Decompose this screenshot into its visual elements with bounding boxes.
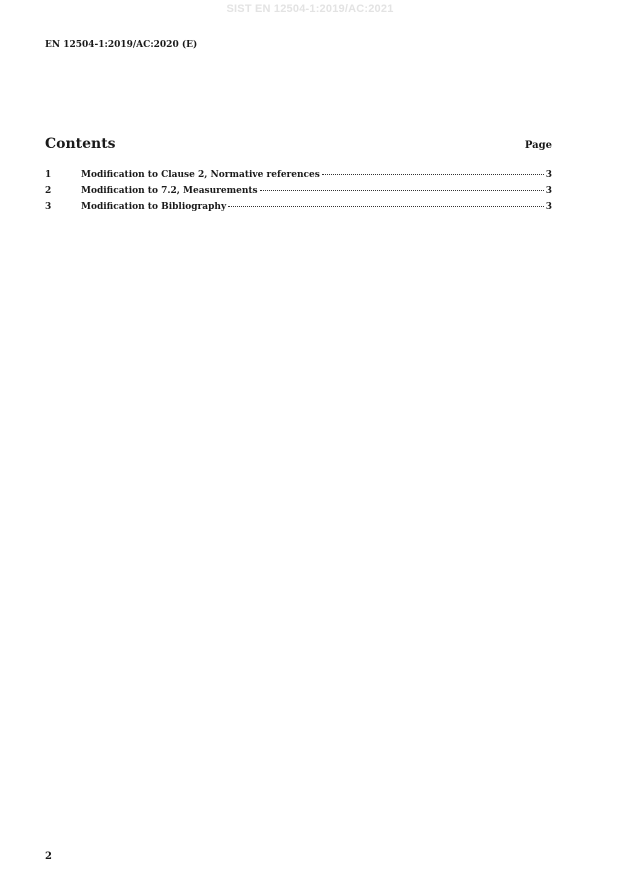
toc-leader-dots — [322, 174, 544, 175]
toc-entry-2[interactable] — [45, 186, 552, 202]
toc-entry-page: 3 — [545, 202, 552, 212]
toc-entry-title[interactable]: Modification to Clause 2, Normative references — [81, 170, 320, 180]
toc-leader-dots — [260, 190, 544, 191]
toc-entry-page: 3 — [545, 170, 552, 180]
toc-leader-dots — [228, 206, 544, 207]
toc-entry-title[interactable]: Modification to 7.2, Measurements — [81, 186, 258, 196]
toc-entry-title[interactable]: Modification to Bibliography — [81, 202, 227, 212]
toc-entry-number: 1 — [45, 170, 52, 180]
toc-entry-page: 3 — [545, 186, 552, 196]
contents-heading: Contents — [45, 136, 116, 152]
table-of-contents — [45, 170, 552, 218]
page-column-heading: Page — [524, 140, 552, 151]
toc-entry-number: 3 — [45, 202, 52, 212]
watermark: SIST EN 12504-1:2019/AC:2021 — [226, 3, 394, 15]
page-number: 2 — [45, 851, 52, 862]
toc-entry-1[interactable] — [45, 170, 552, 186]
document-id: EN 12504-1:2019/AC:2020 (E) — [45, 40, 198, 50]
toc-entry-3[interactable] — [45, 202, 552, 218]
toc-entry-number: 2 — [45, 186, 52, 196]
